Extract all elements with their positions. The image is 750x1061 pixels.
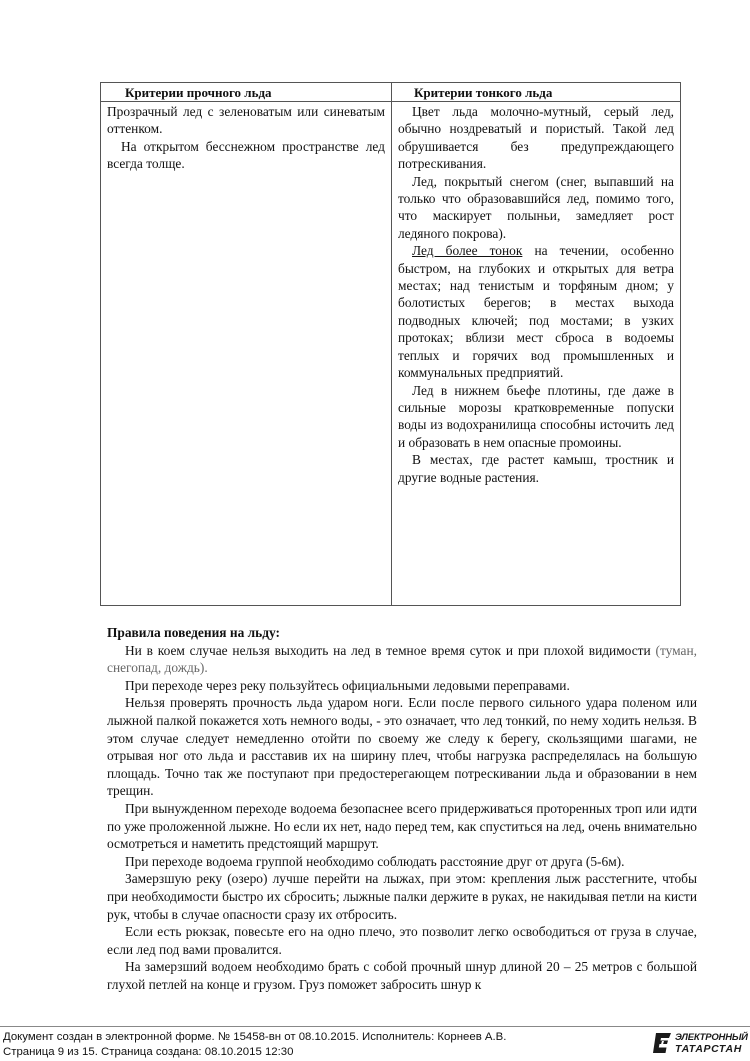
ice-criteria-table xyxy=(100,82,681,606)
thin-ice-paragraph xyxy=(398,242,674,381)
rule-paragraph: Если есть рюкзак, повесьте его на одно плечо, это позволит легко освободиться от груза в случае, если лед под вами провалится. xyxy=(107,924,697,957)
rule-paragraph: При переходе водоема группой необходимо соблюдать расстояние друг от друга (5-6м). xyxy=(125,853,625,869)
electronic-tatarstan-logo xyxy=(652,1030,748,1058)
thin-ice-paragraph: Цвет льда молочно-мутный, серый лед, обычно ноздреватый и пористый. Такой лед обрушивается без предупреждающего потрескивания. xyxy=(398,104,674,172)
rule-paragraph: Замерзшую реку (озеро) лучше перейти на лыжах, при этом: крепления лыж расстегните, чтобы при необходимости быстро их сбросить; лыжные палки держите в руках, не накидывая петли на кисти рук, чтобы в случае опасности сразу их отбросить. xyxy=(107,871,697,922)
paragraph-text: на течении, особенно быстром, на глубоких и открытых для ветра местах; над тенистым и торфяным дном; у болотистых берегов; в местах выхода подводных ключей; под мостами; в узких протоках; вблизи мест сброса в водоемы теплых и горячих вод промышленных и коммунальных предприятий. xyxy=(398,243,674,381)
ice-rules-section xyxy=(107,624,697,993)
rule-paragraph: При переходе через реку пользуйтесь официальными ледовыми переправами. xyxy=(125,677,570,693)
underlined-phrase: Лед более тонок xyxy=(412,243,523,259)
strong-ice-cell xyxy=(107,103,385,173)
rule-paragraph: На замерзший водоем необходимо брать с собой прочный шнур длиной 20 – 25 метров с большой глухой петлей на конце и грузом. Груз поможет забросить шнур к xyxy=(107,959,697,992)
paragraph-text: Ни в коем случае нельзя выходить на лед в темное время суток и при плохой видимости xyxy=(125,642,656,658)
thin-ice-paragraph: В местах, где растет камыш, тростник и другие водные растения. xyxy=(398,452,674,485)
footer-page-info: Страница 9 из 15. Страница создана: 08.10.2015 12:30 xyxy=(3,1046,294,1058)
logo-mark-icon xyxy=(652,1032,672,1054)
thin-ice-paragraph: Лед, покрытый снегом (снег, выпавший на только что образовавшийся лед, помимо того, что маскирует полыньи, замедляет рост ледяного покрова). xyxy=(398,173,674,241)
section-title: Правила поведения на льду: xyxy=(107,625,280,640)
logo-text-top: ЭЛЕКТРОННЫЙ xyxy=(675,1032,748,1043)
strong-ice-paragraph: Прозрачный лед с зеленоватым или синеватым оттенком. xyxy=(107,104,385,137)
header-thin-ice: Критерии тонкого льда xyxy=(414,85,553,100)
rule-paragraph: При вынужденном переходе водоема безопаснее всего придерживаться проторенных троп или идти по уже проложенной лыжне. Но если их нет, надо перед тем, как спуститься на лед, очень внимательно осмотреться и наметить предстоящий маршрут. xyxy=(107,800,697,852)
thin-ice-cell xyxy=(398,103,674,486)
rule-paragraph xyxy=(107,642,697,677)
document-footer xyxy=(0,1026,750,1061)
thin-ice-paragraph: Лед в нижнем бьефе плотины, где даже в сильные морозы кратковременные попуски воды из водохранилища способны источить лед и образовать в нем опасные промоины. xyxy=(398,382,674,450)
column-divider xyxy=(391,83,392,605)
strong-ice-paragraph: На открытом бесснежном пространстве лед всегда толще. xyxy=(107,138,385,172)
header-strong-ice: Критерии прочного льда xyxy=(125,85,272,100)
weather-examples: (туман, снегопад, дождь). xyxy=(107,642,697,676)
logo-text-bottom: ТАТАРСТАН xyxy=(675,1043,742,1055)
rule-paragraph: Нельзя проверять прочность льда ударом ноги. Если после первого сильного удара поленом или лыжной палкой покажется хоть немного воды, - это означает, что лед тонкий, по нему ходить нельзя. В этом случае следует немедленно отойти по своему же следу к берегу, скользящими шагами, не отрывая ног ото льда и расставив их на ширину плеч, чтобы нагрузка распределялась на большую площадь. Точно так же поступают при предостерегающем потрескивании льда и образовании в нем трещин. xyxy=(107,695,697,799)
footer-document-info: Документ создан в электронной форме. № 15458-вн от 08.10.2015. Исполнитель: Корнеев А.В. xyxy=(3,1031,507,1043)
footer-divider xyxy=(0,1026,750,1027)
